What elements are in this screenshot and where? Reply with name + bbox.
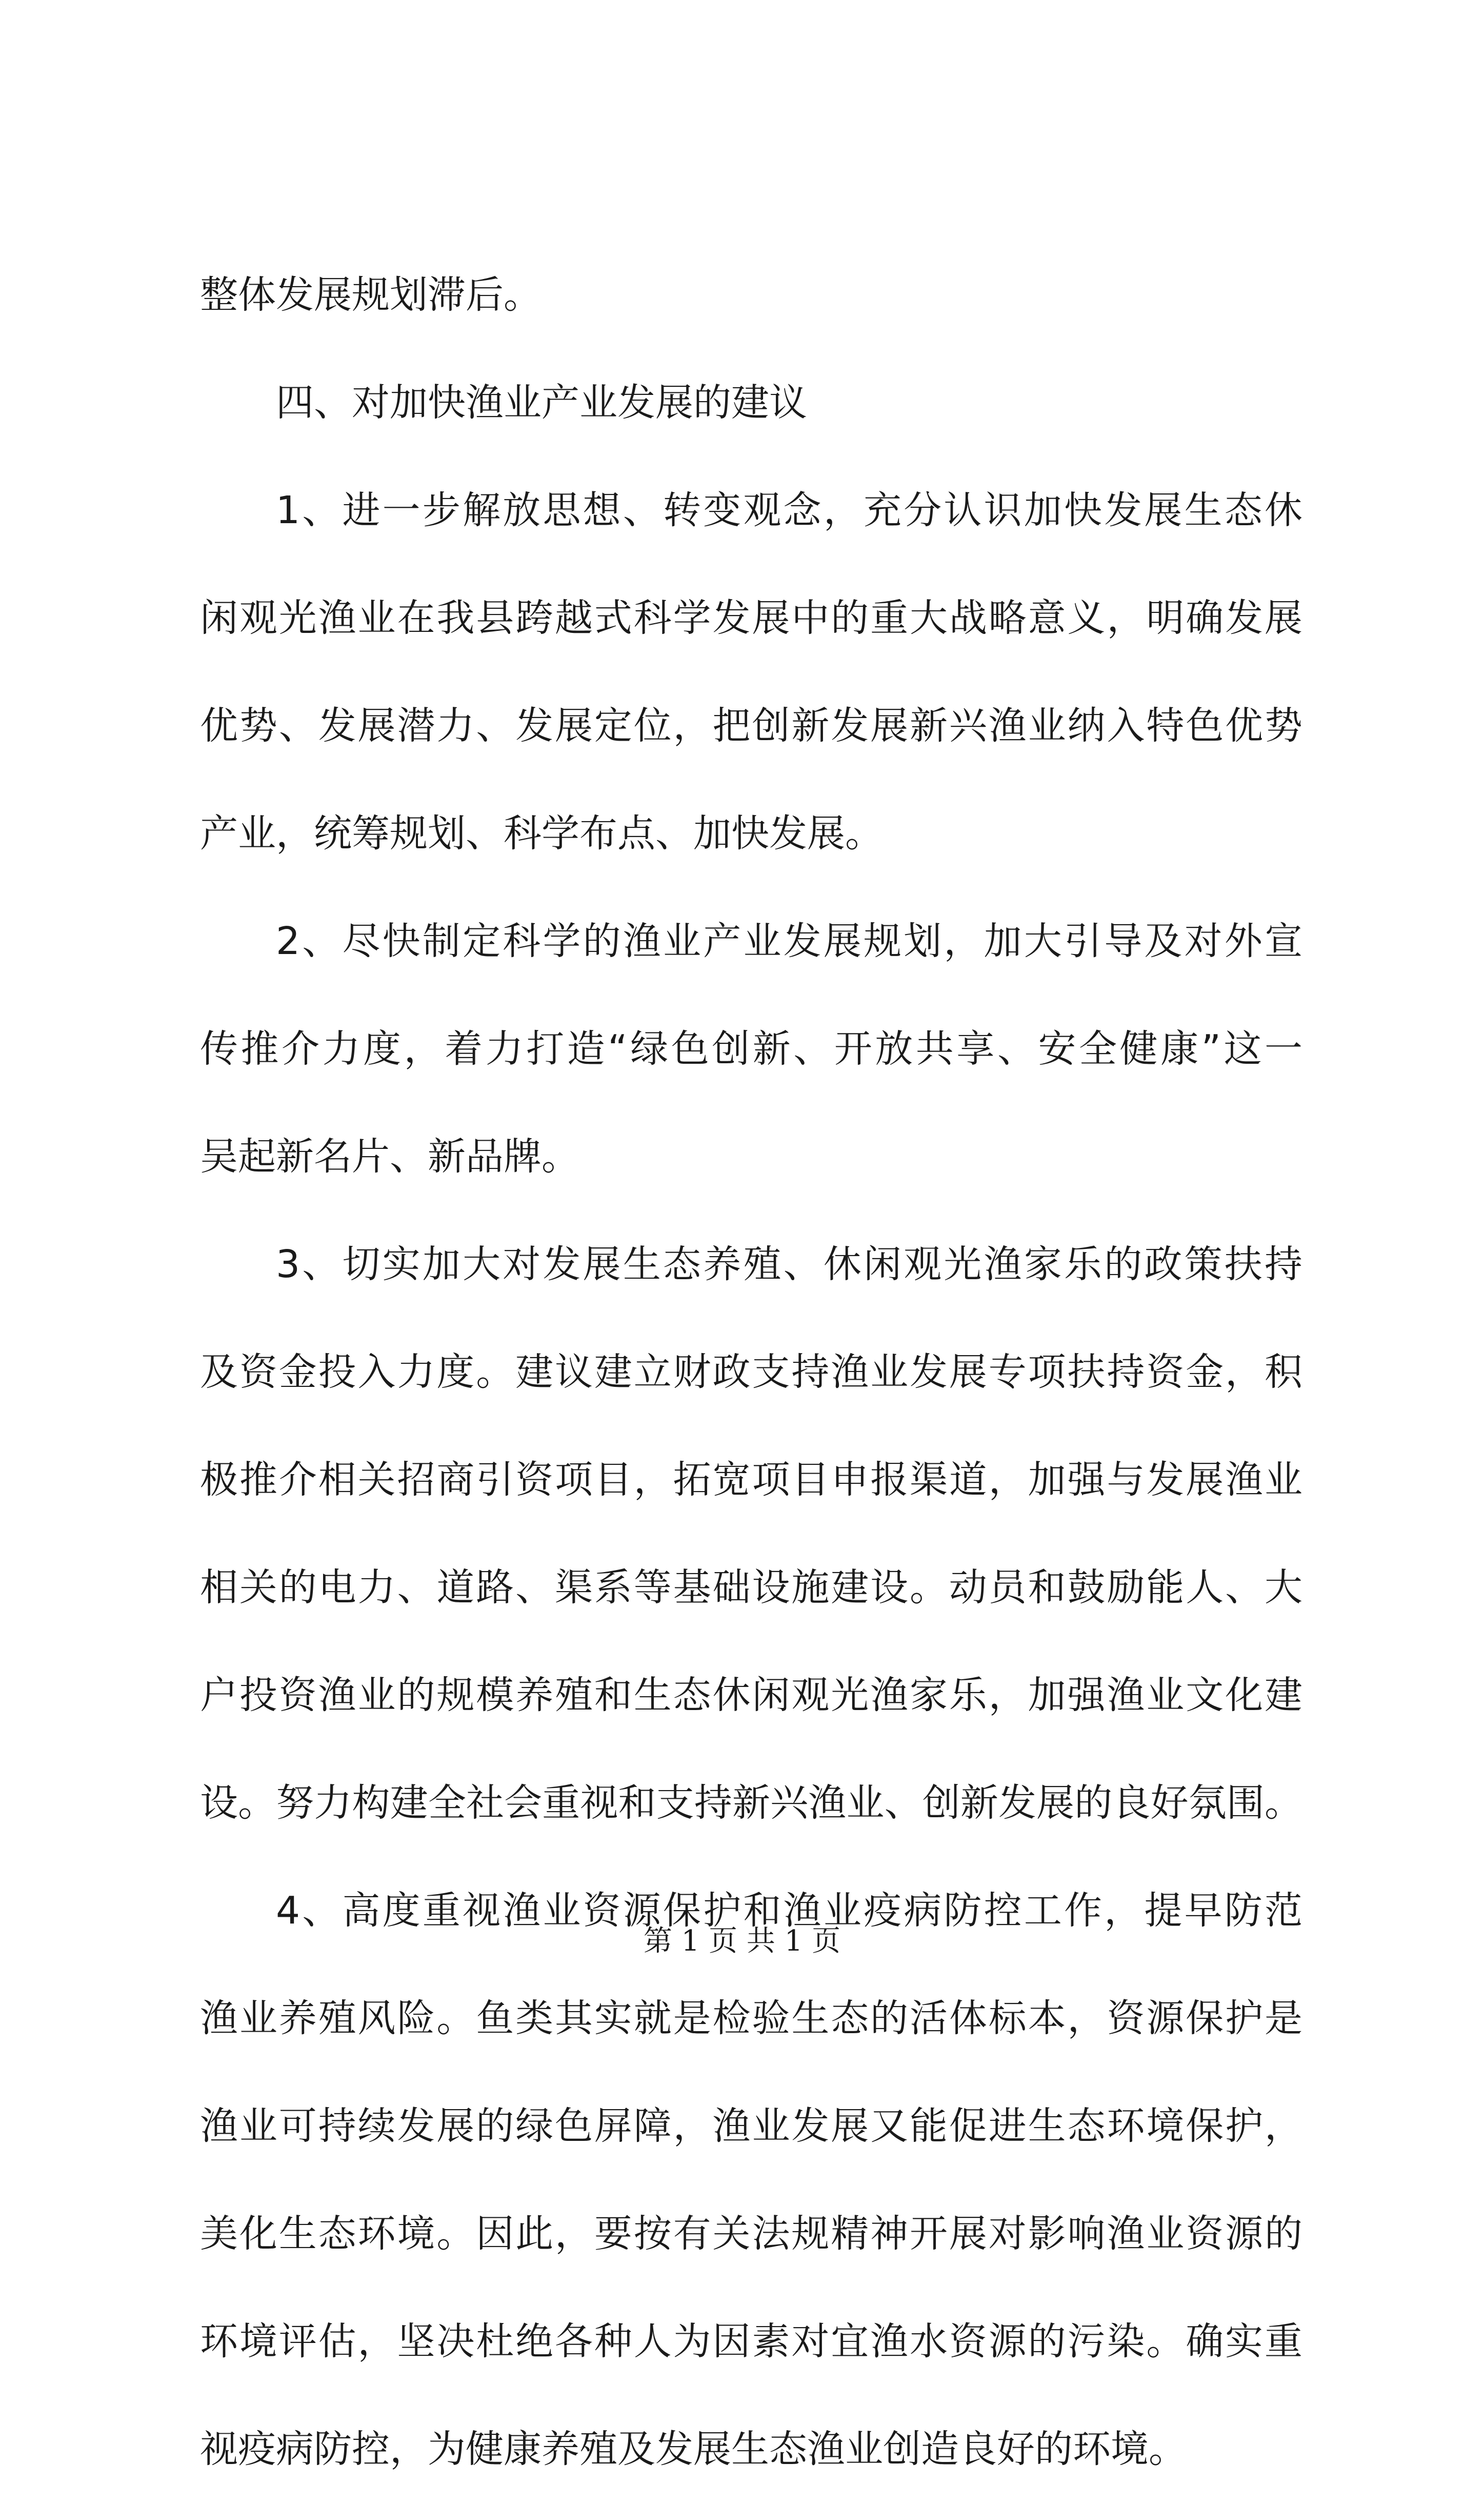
- page-number-footer: 第 1 页 共 1 页: [643, 1924, 841, 1958]
- text-line: 户投资渔业的规模养殖和生态休闲观光渔家乐，加强渔业文化建: [200, 1673, 1302, 1717]
- text-line: 闲观光渔业在我县跨越式科学发展中的重大战略意义，明确发展: [200, 596, 1302, 640]
- text-line: 优势、发展潜力、发展定位，把创新发展新兴渔业纳入特色优势: [200, 704, 1302, 748]
- text-line: 极推介相关招商引资项目，拓宽项目申报渠道，加强与发展渔业: [200, 1458, 1302, 1502]
- text-line: 美化生态环境。因此，要按有关法规精神开展对影响渔业资源的: [200, 2212, 1302, 2256]
- text-line: 3、切实加大对发展生态养殖、休闲观光渔家乐的政策扶持: [276, 1242, 1302, 1286]
- text-line: 相关的电力、道路、渠系等基础设施建设。动员和鼓励能人、大: [200, 1565, 1302, 1610]
- text-line: 环境评估，坚决杜绝各种人为因素对宜渔水资源的污染。确实重: [200, 2319, 1302, 2363]
- document-body: [200, 241, 1302, 2503]
- section-heading: 四、对加快渔业产业发展的建议: [276, 381, 807, 425]
- text-line: 4、高度重视渔业资源保护和渔业疫病防控工作，提早防范: [276, 1889, 1302, 1933]
- text-line: 及资金投入力度。建议建立财政支持渔业发展专项扶持资金，积: [200, 1350, 1302, 1394]
- text-line: 产业，统筹规划、科学布点、加快发展。: [200, 811, 883, 856]
- text-line: 渔业可持续发展的绿色屏障，渔业发展又能促进生态环境保护，: [200, 2104, 1302, 2148]
- text-line: 设。努力构建全社会重视和支持新兴渔业、创新发展的良好氛围。: [200, 1781, 1302, 1825]
- text-line: 视疫病防控，为健康养殖及发展生态渔业创造良好的环境。: [200, 2427, 1187, 2471]
- text-line: 2、尽快制定科学的渔业产业发展规划，加大引导及对外宣: [276, 919, 1302, 963]
- text-line: 1、进一步解放思想、转变观念，充分认识加快发展生态休: [276, 488, 1302, 532]
- text-line: 渔业养殖风险。鱼类其实就是检验生态的活体标本，资源保护是: [200, 1996, 1302, 2040]
- text-line: 整体发展规划滞后。: [200, 273, 542, 317]
- text-line: 传推介力度，着力打造“绿色创新、开放共享、安全健康”这一: [200, 1027, 1302, 1071]
- text-line: 吴起新名片、新品牌。: [200, 1135, 579, 1179]
